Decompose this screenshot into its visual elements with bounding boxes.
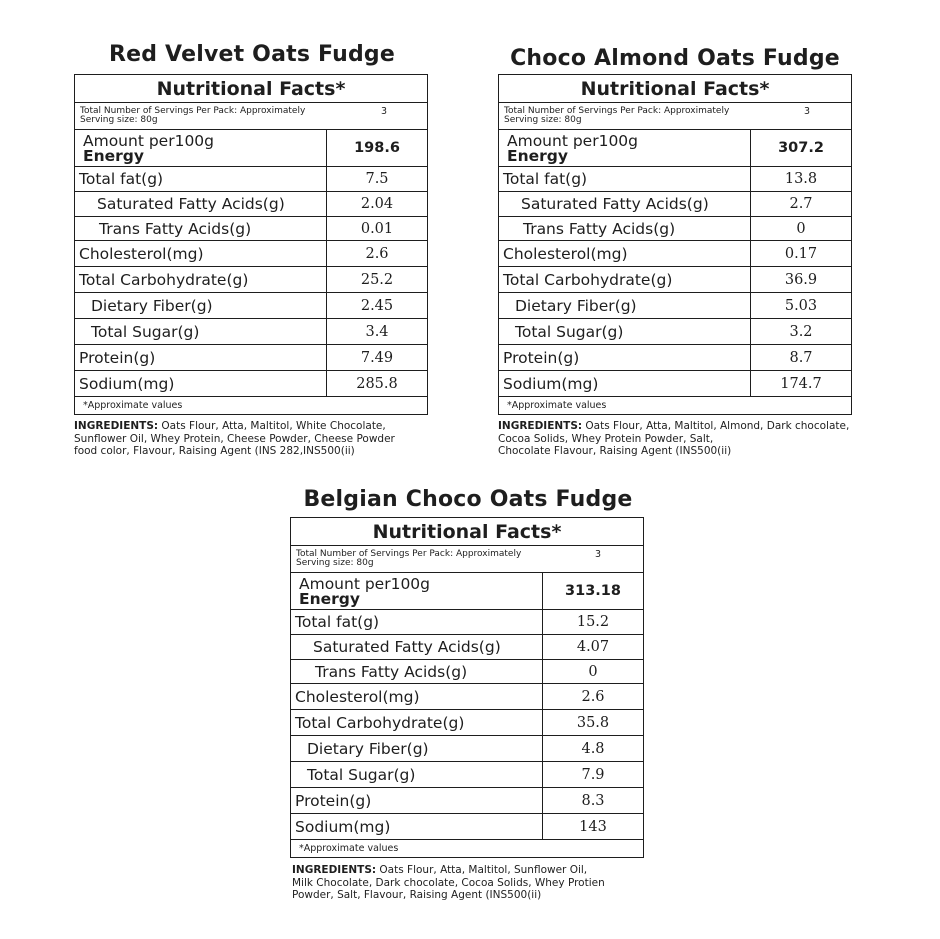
servings-count: 3: [595, 549, 602, 560]
nutrient-label: Total Carbohydrate(g): [75, 267, 327, 292]
nutrient-label: Trans Fatty Acids(g): [75, 217, 327, 240]
nutrient-row: [291, 814, 643, 840]
nutrient-rows: [75, 167, 427, 397]
ingredients-line: Oats Flour, Atta, Maltitol, Sunflower Oil,: [376, 864, 588, 876]
nutrient-row: [499, 293, 851, 319]
nutrient-label: Saturated Fatty Acids(g): [499, 192, 751, 216]
approx-note: *Approximate values: [299, 843, 399, 854]
nutrient-value: 35.8: [576, 714, 610, 731]
servings-info: [291, 546, 643, 573]
servings-info: [499, 103, 851, 130]
nutrient-value: 174.7: [780, 375, 822, 392]
nutrient-label: Saturated Fatty Acids(g): [291, 635, 543, 659]
ingredients: [74, 420, 395, 458]
nutrient-value: 8.7: [789, 349, 813, 366]
nutrient-label: Cholesterol(mg): [499, 241, 751, 266]
nutrient-label: Total Sugar(g): [499, 319, 751, 344]
ingredients-label: INGREDIENTS:: [292, 864, 377, 876]
nutrient-value: 0: [588, 663, 598, 680]
servings-label: Total Number of Servings Per Pack: Approximately: [80, 106, 306, 116]
nutrient-value: 36.9: [784, 271, 818, 288]
facts-title: Nutritional Facts*: [75, 75, 427, 103]
ingredients-line: Cocoa Solids, Whey Protein Powder, Salt,: [498, 432, 714, 445]
nutrient-label: Cholesterol(mg): [291, 684, 543, 709]
nutrient-row: [75, 319, 427, 345]
facts-title: Nutritional Facts*: [291, 518, 643, 546]
nutrient-row: [75, 345, 427, 371]
nutrient-value: 4.8: [581, 740, 605, 757]
amount-label: Amount per100g: [507, 132, 639, 150]
ingredients-label: INGREDIENTS:: [74, 420, 159, 432]
nutrient-label: Cholesterol(mg): [75, 241, 327, 266]
nutrient-label: Trans Fatty Acids(g): [499, 217, 751, 240]
nutrition-facts-table: [290, 517, 644, 858]
nutrient-value: 15.2: [576, 614, 610, 630]
nutrient-row: [75, 167, 427, 192]
energy-row: [499, 130, 851, 167]
nutrient-row: [291, 710, 643, 736]
servings-count: 3: [381, 106, 388, 117]
approx-note: *Approximate values: [507, 400, 607, 411]
nutrient-label: Total fat(g): [291, 610, 543, 634]
nutrient-row: [291, 684, 643, 710]
nutrient-row: [291, 610, 643, 635]
nutrient-row: [75, 241, 427, 267]
nutrient-label: Sodium(mg): [291, 814, 543, 839]
nutrient-label: Dietary Fiber(g): [75, 293, 327, 318]
nutrient-row: [75, 267, 427, 293]
nutrient-value: 7.9: [581, 766, 605, 783]
product-title: Choco Almond Oats Fudge: [510, 46, 840, 71]
nutrient-value: 0.01: [360, 220, 394, 237]
serving-size: Serving size: 80g: [504, 115, 582, 125]
ingredients-line: Sunflower Oil, Whey Protein, Cheese Powder, Cheese Powder: [74, 432, 395, 445]
ingredients-line: Oats Flour, Atta, Maltitol, White Chocolate,: [158, 420, 386, 432]
nutrient-row: [75, 371, 427, 397]
nutrient-value: 2.04: [360, 196, 394, 212]
nutrient-row: [499, 267, 851, 293]
product-title: Red Velvet Oats Fudge: [108, 42, 396, 67]
energy-value: 313.18: [565, 583, 621, 599]
nutrient-row: [291, 762, 643, 788]
nutrient-value: 2.6: [365, 245, 389, 262]
nutrient-row: [291, 660, 643, 684]
nutrient-label: Trans Fatty Acids(g): [291, 660, 543, 683]
nutrient-row: [291, 635, 643, 660]
nutrient-label: Total Sugar(g): [75, 319, 327, 344]
nutrient-value: 13.8: [784, 171, 818, 187]
energy-row: [291, 573, 643, 610]
amount-label: Amount per100g: [299, 575, 431, 593]
servings-count: 3: [804, 106, 811, 117]
nutrient-rows: [291, 610, 643, 840]
nutrient-value: 0.17: [784, 245, 818, 262]
ingredients: [292, 864, 605, 902]
facts-title: Nutritional Facts*: [499, 75, 851, 103]
energy-label: Energy: [83, 147, 144, 165]
nutrient-value: 5.03: [784, 297, 818, 314]
nutrient-label: Total Sugar(g): [291, 762, 543, 787]
nutrient-row: [499, 319, 851, 345]
nutrient-value: 7.49: [360, 349, 394, 366]
nutrient-value: 25.2: [360, 271, 394, 288]
serving-size: Serving size: 80g: [296, 558, 374, 568]
nutrient-label: Protein(g): [499, 345, 751, 370]
ingredients-line: Powder, Salt, Flavour, Raising Agent (INS500(ii): [292, 889, 542, 902]
energy-value: 198.6: [354, 140, 400, 156]
nutrient-label: Total fat(g): [499, 167, 751, 191]
servings-info: [75, 103, 427, 130]
approx-note: *Approximate values: [83, 400, 183, 411]
nutrient-row: [75, 293, 427, 319]
nutrient-value: 3.4: [365, 323, 389, 340]
amount-label: Amount per100g: [83, 132, 215, 150]
nutrient-row: [499, 345, 851, 371]
ingredients-line: Milk Chocolate, Dark chocolate, Cocoa Solids, Whey Protien: [292, 876, 605, 889]
nutrient-row: [291, 736, 643, 762]
nutrient-label: Saturated Fatty Acids(g): [75, 192, 327, 216]
energy-label: Energy: [507, 147, 568, 165]
ingredients-label: INGREDIENTS:: [498, 420, 583, 432]
nutrient-label: Dietary Fiber(g): [291, 736, 543, 761]
nutrient-row: [499, 241, 851, 267]
ingredients-line: food color, Flavour, Raising Agent (INS 282,INS500(ii): [74, 445, 355, 458]
ingredients: [498, 420, 849, 458]
nutrient-value: 0: [796, 220, 806, 237]
ingredients-line: Chocolate Flavour, Raising Agent (INS500(ii): [498, 445, 732, 458]
serving-size: Serving size: 80g: [80, 115, 158, 125]
energy-row: [75, 130, 427, 167]
nutrient-value: 7.5: [365, 171, 389, 187]
ingredients-line: Oats Flour, Atta, Maltitol, Almond, Dark chocolate,: [582, 420, 850, 432]
energy-value: 307.2: [778, 140, 824, 156]
nutrient-label: Protein(g): [75, 345, 327, 370]
nutrient-value: 4.07: [576, 639, 610, 655]
nutrient-row: [75, 217, 427, 241]
nutrient-label: Protein(g): [291, 788, 543, 813]
nutrient-value: 2.45: [360, 297, 394, 314]
nutrition-facts-table: [74, 74, 428, 415]
nutrient-value: 143: [579, 818, 607, 835]
nutrient-label: Sodium(mg): [75, 371, 327, 396]
nutrient-value: 2.7: [789, 196, 813, 212]
nutrient-value: 8.3: [581, 792, 605, 809]
nutrient-row: [499, 192, 851, 217]
nutrient-value: 285.8: [356, 375, 398, 392]
nutrient-rows: [499, 167, 851, 397]
nutrient-value: 3.2: [789, 323, 813, 340]
nutrient-row: [499, 371, 851, 397]
servings-label: Total Number of Servings Per Pack: Approximately: [504, 106, 730, 116]
nutrition-facts-table: [498, 74, 852, 415]
nutrient-label: Total Carbohydrate(g): [291, 710, 543, 735]
nutrient-row: [499, 217, 851, 241]
nutrient-label: Dietary Fiber(g): [499, 293, 751, 318]
nutrient-label: Total Carbohydrate(g): [499, 267, 751, 292]
product-title: Belgian Choco Oats Fudge: [303, 487, 633, 512]
nutrient-row: [291, 788, 643, 814]
nutrient-label: Total fat(g): [75, 167, 327, 191]
energy-label: Energy: [299, 590, 360, 608]
servings-label: Total Number of Servings Per Pack: Approximately: [296, 549, 522, 559]
nutrient-row: [75, 192, 427, 217]
nutrient-value: 2.6: [581, 688, 605, 705]
nutrient-label: Sodium(mg): [499, 371, 751, 396]
nutrient-row: [499, 167, 851, 192]
